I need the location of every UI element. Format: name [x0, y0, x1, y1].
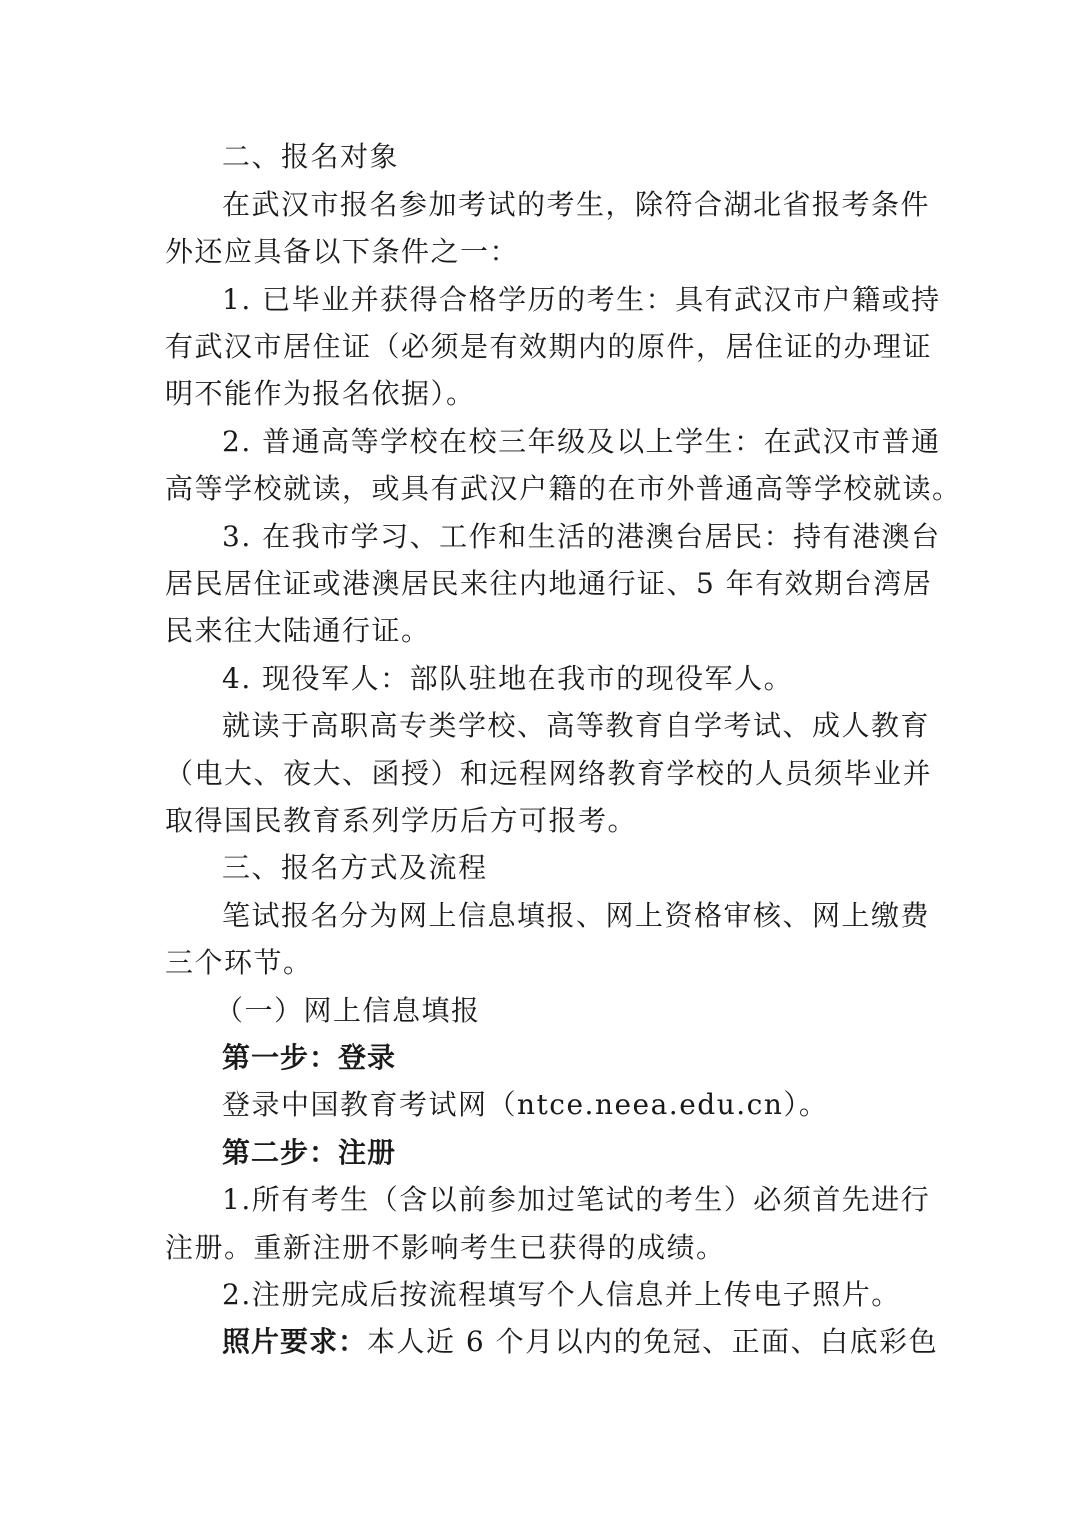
paragraph-line: 笔试报名分为网上信息填报、网上资格审核、网上缴费 [222, 899, 931, 932]
list-item-line: 2. 普通高等学校在校三年级及以上学生：在武汉市普通 [222, 425, 941, 458]
paragraph-line: 注册。重新注册不影响考生已获得的成绩。 [165, 1231, 726, 1264]
paragraph-line: 在武汉市报名参加考试的考生，除符合湖北省报考条件 [222, 188, 931, 221]
paragraph-line: 2.注册完成后按流程填写个人信息并上传电子照片。 [222, 1278, 901, 1311]
paragraph-line: 就读于高职高专类学校、高等教育自学考试、成人教育 [222, 709, 931, 742]
paragraph-line: 明不能作为报名依据）。 [165, 377, 476, 410]
paragraph-line: 登录中国教育考试网（ntce.neea.edu.cn）。 [222, 1088, 829, 1121]
step-heading-register: 第二步：注册 [222, 1136, 397, 1169]
list-item-line: 3. 在我市学习、工作和生活的港澳台居民：持有港澳台 [222, 520, 941, 553]
section-heading-registration-target: 二、报名对象 [222, 140, 400, 173]
paragraph-line: 1.所有考生（含以前参加过笔试的考生）必须首先进行 [222, 1183, 931, 1216]
photo-requirement-label: 照片要求： [222, 1325, 368, 1358]
photo-requirement-line [222, 1325, 939, 1359]
paragraph-line: 居民居住证或港澳居民来往内地通行证、5 年有效期台湾居 [165, 567, 933, 600]
paragraph-line: 民来往大陆通行证。 [165, 614, 431, 647]
list-item-line: 1. 已毕业并获得合格学历的考生：具有武汉市户籍或持 [222, 283, 941, 316]
paragraph-line: 高等学校就读，或具有武汉户籍的在市外普通高等学校就读。 [165, 472, 962, 505]
section-heading-registration-method: 三、报名方式及流程 [222, 851, 488, 884]
subsection-heading-online-info: （一）网上信息填报 [215, 994, 481, 1027]
paragraph-line: 有武汉市居住证（必须是有效期内的原件，居住证的办理证 [165, 330, 933, 363]
paragraph-line: （电大、夜大、函授）和远程网络教育学校的人员须毕业并 [165, 757, 933, 790]
paragraph-line: 三个环节。 [165, 946, 313, 979]
paragraph-line: 取得国民教育系列学历后方可报考。 [165, 804, 638, 837]
paragraph-line: 外还应具备以下条件之一： [165, 235, 520, 268]
photo-requirement-text: 本人近 6 个月以内的免冠、正面、白底彩色 [367, 1325, 939, 1358]
step-heading-login: 第一步：登录 [222, 1041, 397, 1074]
list-item-line: 4. 现役军人：部队驻地在我市的现役军人。 [222, 662, 794, 695]
